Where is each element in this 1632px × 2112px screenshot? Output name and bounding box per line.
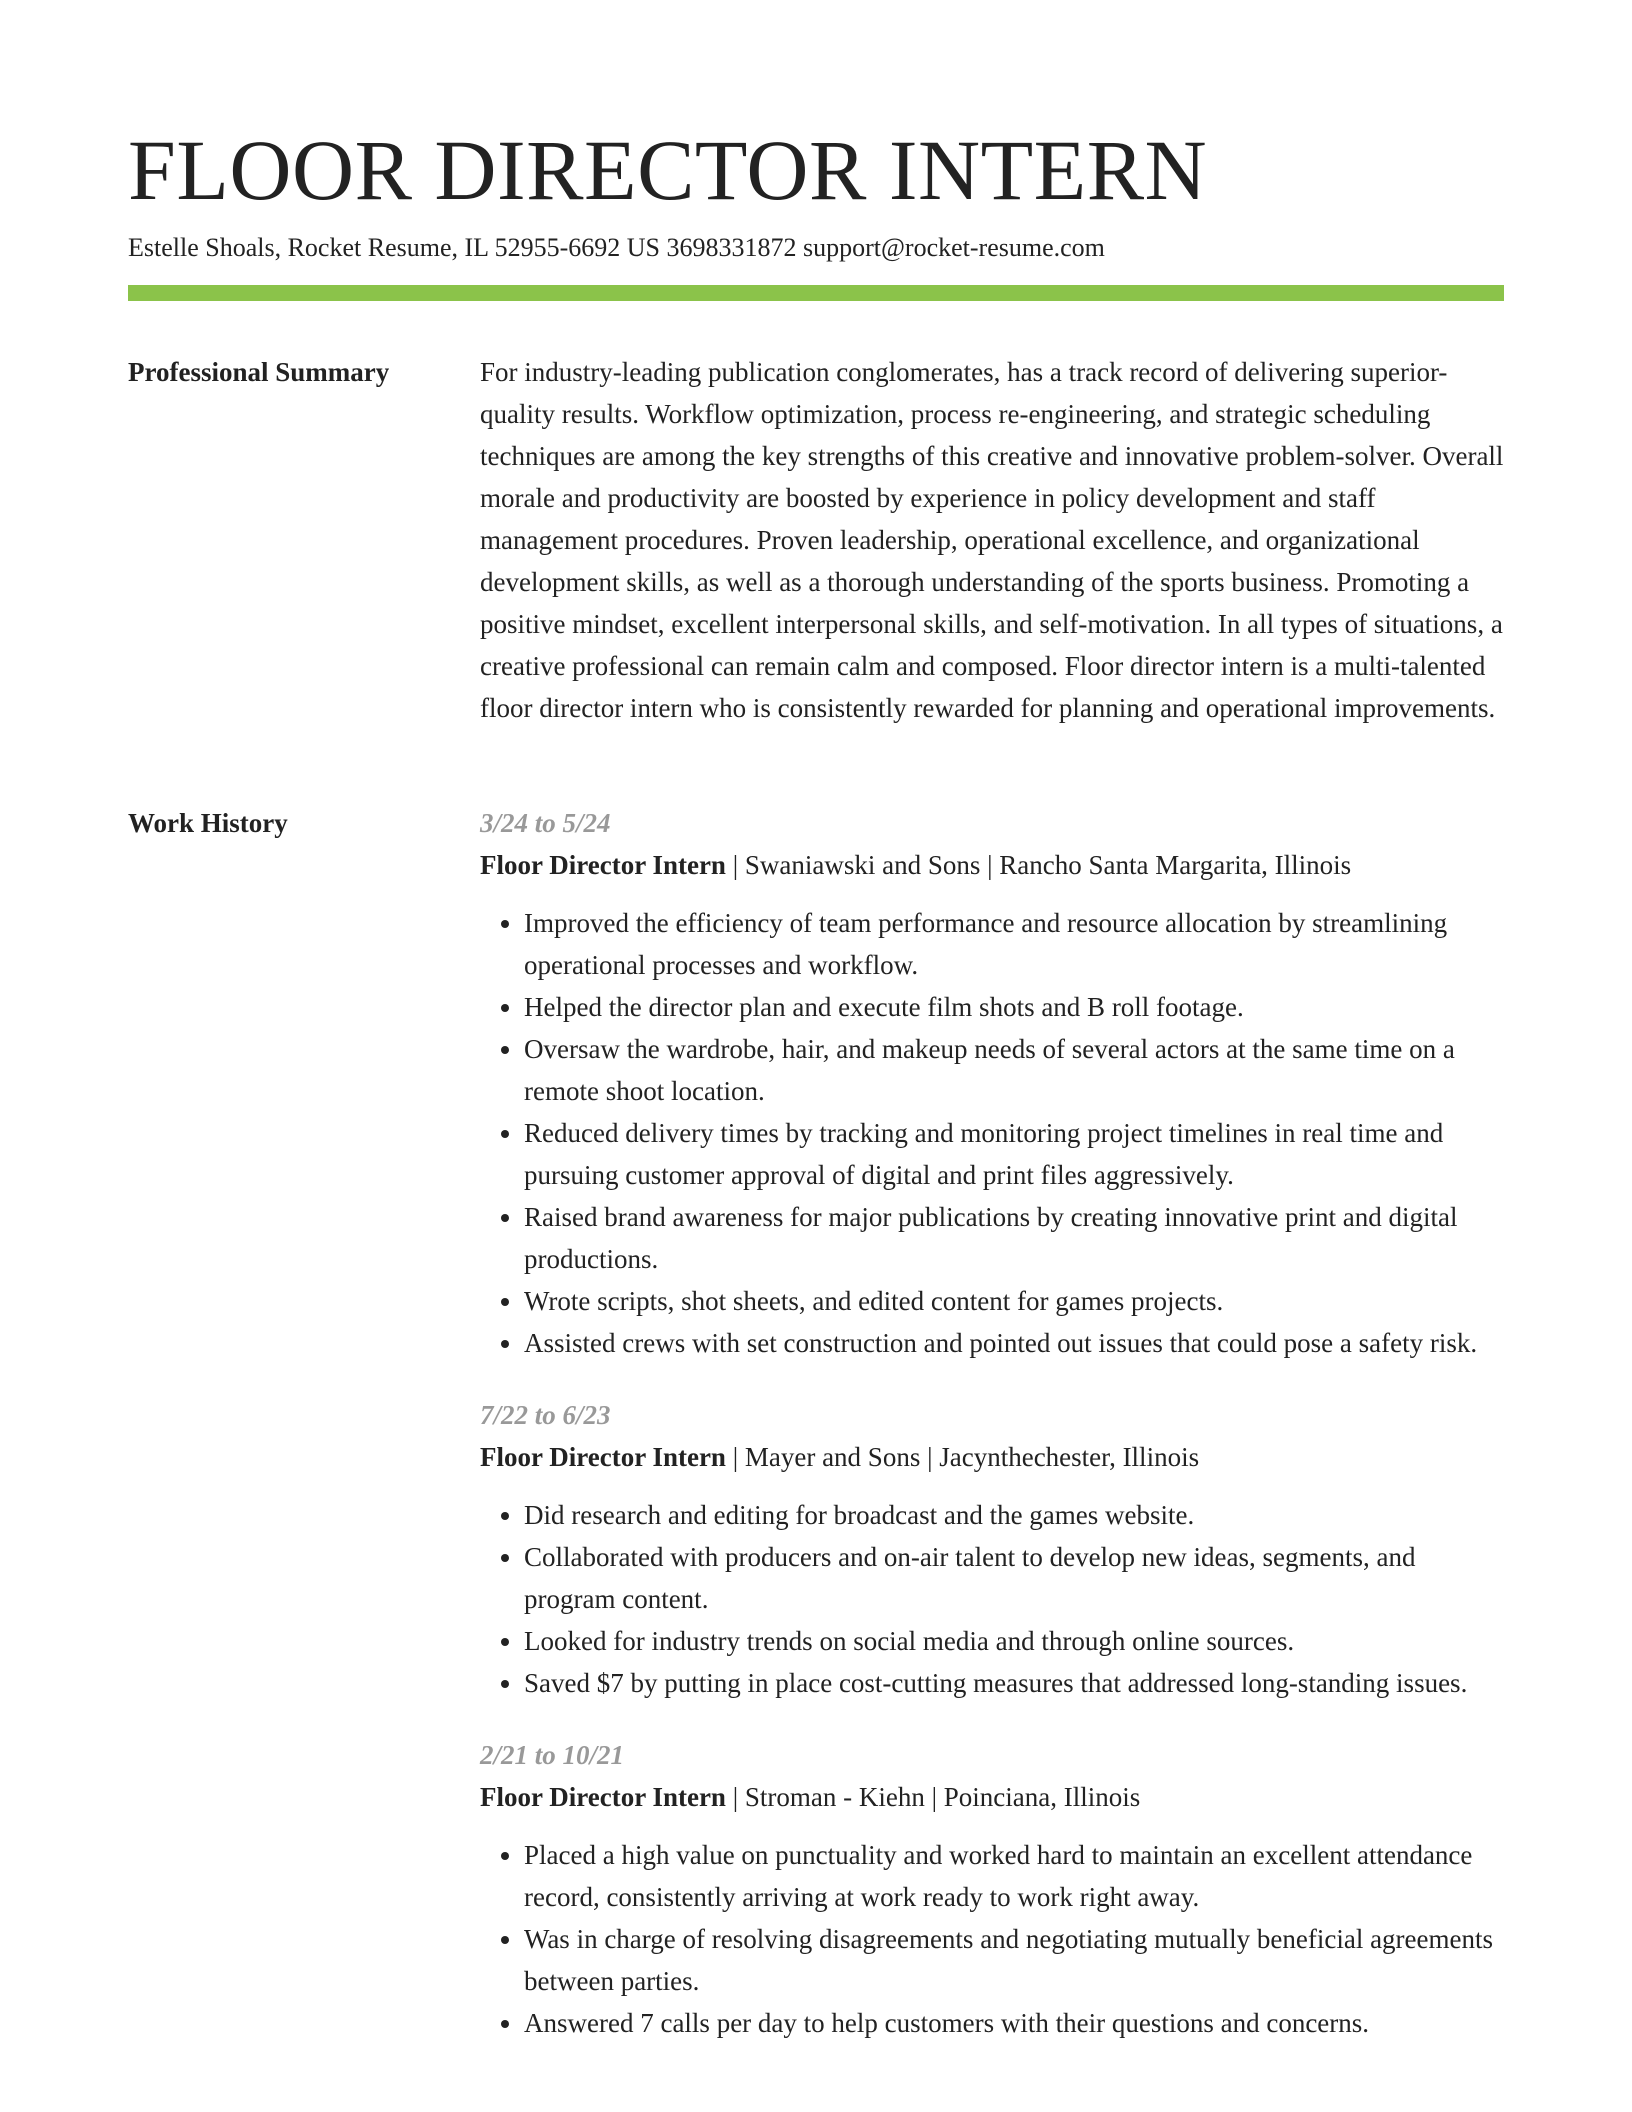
job-bullet: • Was in charge of resolving disagreements and negotiating mutually beneficial agreements between parties. [524,1918,1504,2002]
job-bullet: • Saved $7 by putting in place cost-cutting measures that addressed long-standing issues. [524,1662,1504,1704]
job-entry [480,1734,1504,2044]
job-bullet: • Raised brand awareness for major publications by creating innovative print and digital productions. [524,1196,1504,1280]
job-bullet: • Wrote scripts, shot sheets, and edited content for games projects. [524,1280,1504,1322]
job-title: Floor Director Intern [480,1442,726,1472]
job-dates: 3/24 to 5/24 [480,808,611,838]
job-bullet: • Assisted crews with set construction and pointed out issues that could pose a safety risk. [524,1322,1504,1364]
job-bullet: • Did research and editing for broadcast and the games website. [524,1494,1504,1536]
header-divider [128,285,1504,301]
job-title: Floor Director Intern [480,1782,726,1812]
job-header [480,1436,1504,1478]
contact-info: Estelle Shoals, Rocket Resume, IL 52955-6692 US 3698331872 support@rocket-resume.com [128,233,1105,262]
job-bullet: • Placed a high value on punctuality and worked hard to maintain an excellent attendance record, consistently arriving at work ready to work right away. [524,1834,1504,1918]
job-title: Floor Director Intern [480,850,726,880]
job-header [480,1776,1504,1818]
job-bullet-list [480,902,1504,1364]
work-history-body [480,802,1504,2074]
job-bullet: • Collaborated with producers and on-air talent to develop new ideas, segments, and program content. [524,1536,1504,1620]
job-employer-location: | Stroman - Kiehn | Poinciana, Illinois [725,1782,1141,1812]
resume-title: FLOOR DIRECTOR INTERN [128,122,1208,218]
job-employer-location: | Mayer and Sons | Jacynthechester, Illinois [725,1442,1200,1472]
job-dates: 7/22 to 6/23 [480,1400,611,1430]
job-employer-location: | Swaniawski and Sons | Rancho Santa Margarita, Illinois [725,850,1352,880]
job-bullet-list [480,1834,1504,2044]
job-bullet: • Improved the efficiency of team performance and resource allocation by streamlining operational processes and workflow. [524,902,1504,986]
job-bullet: • Helped the director plan and execute film shots and B roll footage. [524,986,1504,1028]
job-entry [480,802,1504,1364]
summary-heading: Professional Summary [128,357,390,387]
job-bullet: • Looked for industry trends on social media and through online sources. [524,1620,1504,1662]
job-dates: 2/21 to 10/21 [480,1740,625,1770]
job-bullet-list [480,1494,1504,1704]
job-bullet: • Oversaw the wardrobe, hair, and makeup needs of several actors at the same time on a remote shoot location. [524,1028,1504,1112]
job-entry [480,1394,1504,1704]
work-history-heading: Work History [128,808,288,838]
summary-body [480,351,1504,729]
summary-text: For industry-leading publication conglomerates, has a track record of delivering superior-quality results. Workflow optimization, process re-engineering, and strategic scheduling techniques are among the key strengths of this creative and innovative problem-solver. Overall morale and productivity are boosted by experience in policy development and staff management procedures. Proven leadership, operational excellence, and organizational development skills, as well as a thorough understanding of the sports business. Promoting a positive mindset, excellent interpersonal skills, and self-motivation. In all types of situations, a creative professional can remain calm and composed. Floor director intern is a multi-talented floor director intern who is consistently rewarded for planning and operational improvements. [480,357,1504,723]
job-bullet: • Answered 7 calls per day to help customers with their questions and concerns. [524,2002,1504,2044]
job-header [480,844,1504,886]
job-bullet: • Reduced delivery times by tracking and monitoring project timelines in real time and pursuing customer approval of digital and print files aggressively. [524,1112,1504,1196]
